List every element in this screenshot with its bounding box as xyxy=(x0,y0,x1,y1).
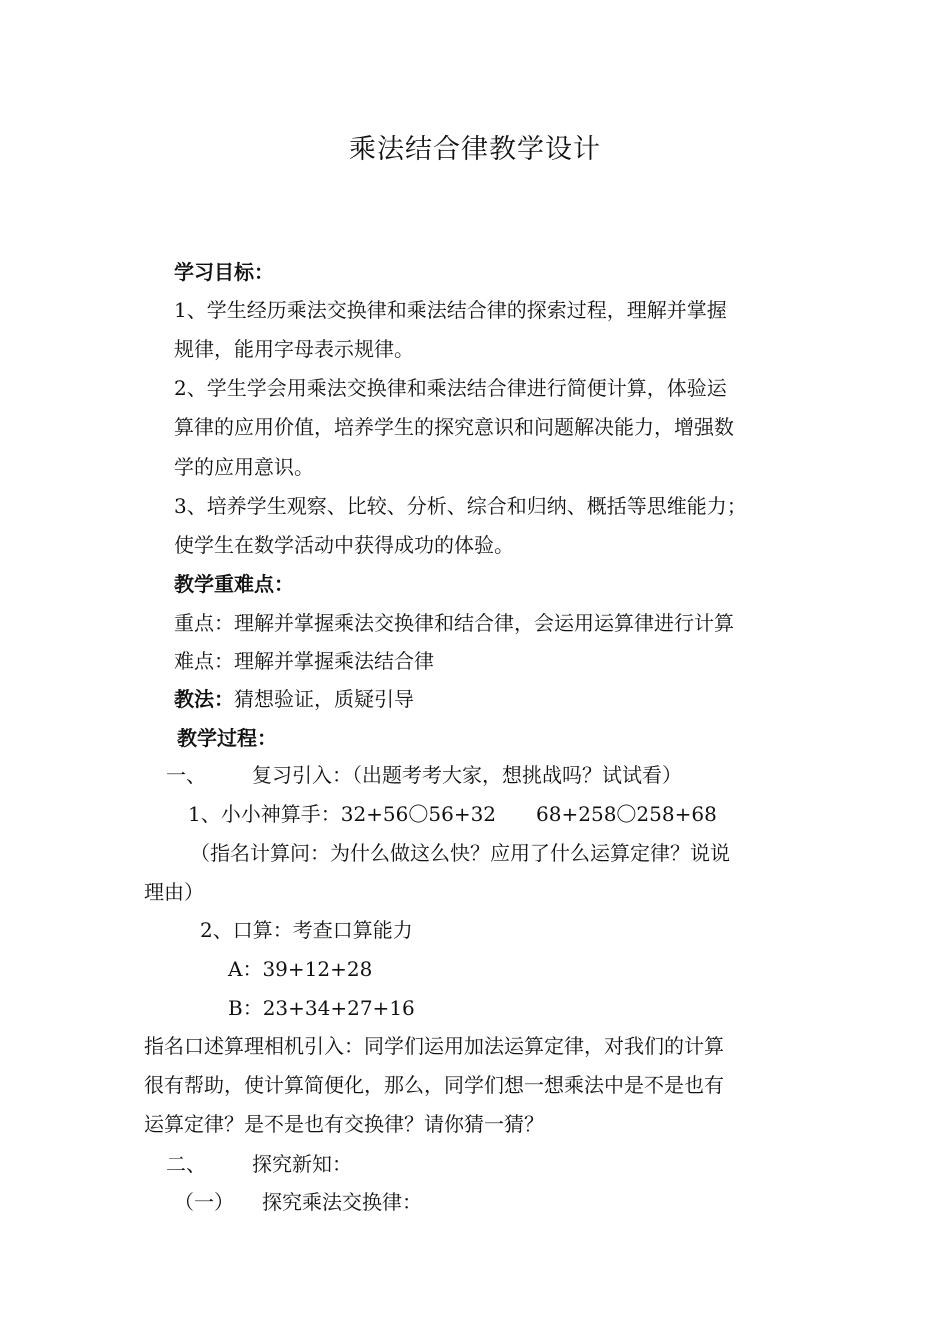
method-text: 猜想验证，质疑引导 xyxy=(234,687,414,711)
objective-2-line-1: 2、学生学会用乘法交换律和乘法结合律进行简便计算，体验运 xyxy=(174,376,727,400)
intro-line-3: 运算定律？是不是也有交换律？请你猜一猜？ xyxy=(144,1112,544,1136)
subsection-1-number: （一） xyxy=(174,1190,234,1214)
objectives-heading: 学习目标： xyxy=(174,260,274,284)
difficulty: 难点：理解并掌握乘法结合律 xyxy=(174,649,434,673)
item-1-note-line-2: 理由） xyxy=(144,880,204,904)
objective-3-line-1: 3、培养学生观察、比较、分析、综合和归纳、概括等思维能力； xyxy=(174,494,747,518)
section-1-text: 复习引入：（出题考考大家，想挑战吗？试试看） xyxy=(252,763,682,787)
section-2-text: 探究新知： xyxy=(252,1152,352,1176)
document-title: 乘法结合律教学设计 xyxy=(349,134,601,165)
section-2-number: 二、 xyxy=(166,1152,206,1176)
item-2-b: B：23+34+27+16 xyxy=(228,996,415,1020)
item-2: 2、口算：考查口算能力 xyxy=(200,918,413,942)
section-1-number: 一、 xyxy=(166,763,206,787)
intro-line-2: 很有帮助，使计算简便化，那么，同学们想一想乘法中是不是也有 xyxy=(144,1073,724,1097)
process-heading: 教学过程： xyxy=(177,726,277,750)
item-1: 1、小小神算手：32+56〇56+32 68+258〇258+68 xyxy=(188,802,717,826)
item-2-a: A：39+12+28 xyxy=(228,957,373,981)
objective-1-line-2: 规律，能用字母表示规律。 xyxy=(174,337,414,361)
intro-line-1: 指名口述算理相机引入：同学们运用加法运算定律，对我们的计算 xyxy=(144,1034,724,1058)
objective-3-line-2: 使学生在数学活动中获得成功的体验。 xyxy=(174,533,514,557)
key-points-heading: 教学重难点： xyxy=(174,572,294,596)
objective-1-line-1: 1、学生经历乘法交换律和乘法结合律的探索过程，理解并掌握 xyxy=(174,298,727,322)
item-1-note-line-1: （指名计算问：为什么做这么快？应用了什么运算定律？说说 xyxy=(190,841,730,865)
method-label: 教法： xyxy=(174,687,234,711)
objective-2-line-3: 学的应用意识。 xyxy=(174,455,314,479)
teaching-method xyxy=(174,685,414,713)
objective-2-line-2: 算律的应用价值，培养学生的探究意识和问题解决能力，增强数 xyxy=(174,415,734,439)
subsection-1-text: 探究乘法交换律： xyxy=(262,1190,422,1214)
key-point: 重点：理解并掌握乘法交换律和结合律，会运用运算律进行计算 xyxy=(174,611,734,635)
